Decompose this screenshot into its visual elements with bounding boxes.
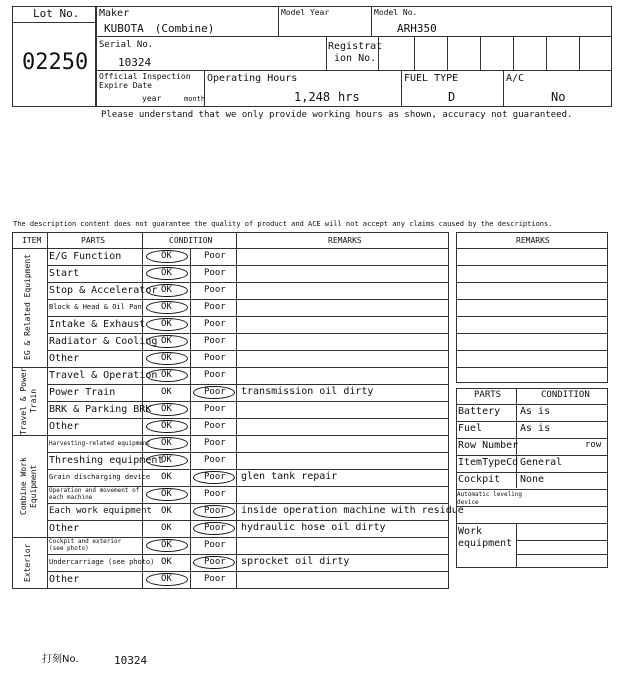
- ok-selected-circle: [146, 420, 188, 433]
- lot-label: Lot No.: [33, 7, 80, 20]
- poor-option[interactable]: Poor: [204, 251, 226, 261]
- registration-label-2: ion No.: [334, 53, 377, 64]
- right-part-label: ItemTypeCd: [458, 457, 519, 468]
- hours-label: Operating Hours: [207, 73, 298, 84]
- part-label: Start: [49, 267, 80, 279]
- header-condition: CONDITION: [169, 236, 213, 245]
- right-part-label: Fuel: [458, 423, 483, 434]
- ok-option[interactable]: OK: [161, 251, 172, 261]
- right-condition-header: CONDITION: [541, 390, 590, 400]
- ok-option[interactable]: OK: [161, 353, 172, 363]
- ok-option[interactable]: OK: [161, 506, 172, 516]
- part-label: Threshing equipment: [49, 454, 164, 466]
- group-label: Equipment: [29, 464, 38, 508]
- right-part-label: Row Number: [458, 440, 519, 451]
- group-label: Travel & Power: [19, 367, 28, 435]
- ac-label: A/C: [506, 73, 525, 84]
- header-remarks: REMARKS: [328, 236, 362, 245]
- part-label: Other: [49, 420, 80, 432]
- part-label: Intake & Exhaust: [49, 318, 146, 330]
- group-label: EG & Related Equipment: [23, 254, 32, 361]
- poor-selected-circle: [193, 505, 235, 518]
- part-label: E/G Function: [49, 250, 122, 262]
- poor-option[interactable]: Poor: [204, 285, 226, 295]
- ok-option[interactable]: OK: [161, 404, 172, 414]
- ok-selected-circle: [146, 267, 188, 280]
- remark-text: hydraulic hose oil dirty: [241, 522, 386, 533]
- model-no-label: Model No.: [374, 8, 418, 17]
- poor-selected-circle: [193, 386, 235, 399]
- ok-selected-circle: [146, 318, 188, 331]
- serial-value: 10324: [118, 56, 152, 69]
- part-label: Grain discharging device: [49, 473, 151, 481]
- remark-text: inside operation machine with residue: [241, 505, 464, 516]
- part-label: Other: [49, 522, 80, 534]
- ok-selected-circle: [146, 437, 188, 450]
- part-label: Block & Head & Oil Pan: [49, 303, 142, 311]
- poor-option[interactable]: Poor: [204, 472, 226, 482]
- ok-selected-circle: [146, 250, 188, 263]
- ok-option[interactable]: OK: [161, 336, 172, 346]
- ok-option[interactable]: OK: [161, 472, 172, 482]
- poor-option[interactable]: Poor: [204, 336, 226, 346]
- ok-selected-circle: [146, 335, 188, 348]
- right-condition-value: row: [585, 440, 602, 450]
- poor-selected-circle: [193, 522, 235, 535]
- right-condition-value: General: [520, 457, 563, 468]
- right-part-label: Cockpit: [458, 474, 501, 485]
- remark-text: sprocket oil dirty: [241, 556, 350, 567]
- hours-notice: Please understand that we only provide working hours as shown, accuracy not guaranteed.: [101, 110, 573, 120]
- auto-level-label-2: device: [457, 499, 479, 506]
- hours-unit: hrs: [338, 90, 360, 104]
- fuel-label: FUEL TYPE: [404, 73, 459, 84]
- part-label: Stop & Accelerator: [49, 284, 158, 296]
- poor-option[interactable]: Poor: [204, 268, 226, 278]
- poor-option[interactable]: Poor: [204, 319, 226, 329]
- poor-option[interactable]: Poor: [204, 302, 226, 312]
- ac-value: No: [551, 90, 566, 104]
- stamp-label: 打刻No.: [42, 654, 79, 665]
- ok-selected-circle: [146, 488, 188, 501]
- ok-option[interactable]: OK: [161, 523, 172, 533]
- right-remarks-frame: [456, 232, 608, 383]
- ok-selected-circle: [146, 369, 188, 382]
- right-parts-header: PARTS: [474, 390, 502, 400]
- group-label: Train: [29, 388, 38, 413]
- poor-option[interactable]: Poor: [204, 353, 226, 363]
- part-label: Harvesting-related equipment: [49, 439, 151, 447]
- header-item: ITEM: [22, 236, 42, 245]
- right-condition-value: None: [520, 474, 545, 485]
- ok-selected-circle: [146, 284, 188, 297]
- poor-option[interactable]: Poor: [204, 387, 226, 397]
- ok-option[interactable]: OK: [161, 319, 172, 329]
- fuel-value: D: [448, 90, 456, 104]
- month-label: month: [184, 95, 206, 103]
- ok-option[interactable]: OK: [161, 574, 172, 584]
- remark-text: transmission oil dirty: [241, 386, 374, 397]
- part-label: Power Train: [49, 386, 116, 398]
- ok-selected-circle: [146, 352, 188, 365]
- ok-option[interactable]: OK: [161, 387, 172, 397]
- part-label: Other: [49, 573, 80, 585]
- poor-option[interactable]: Poor: [204, 370, 226, 380]
- model-no-value: ARH350: [397, 22, 437, 35]
- part-label: Each work equipment: [49, 506, 152, 516]
- poor-option[interactable]: Poor: [204, 489, 226, 499]
- ok-option[interactable]: OK: [161, 370, 172, 380]
- right-condition-value: As is: [520, 406, 551, 417]
- ok-selected-circle: [146, 539, 188, 552]
- poor-option[interactable]: Poor: [204, 438, 226, 448]
- part-label: Undercarriage (see photo): [49, 558, 155, 566]
- group-label: Combine Work: [19, 457, 28, 515]
- work-equipment-label-1: Work: [458, 526, 483, 537]
- poor-option[interactable]: Poor: [204, 506, 226, 516]
- right-remarks-header: REMARKS: [516, 236, 550, 245]
- disclaimer: The description content does not guarantee the quality of product and ACE will not accept any claims caused by the descriptions.: [13, 220, 553, 228]
- inspection-label-2: Expire Date: [99, 81, 152, 90]
- ok-selected-circle: [146, 454, 188, 467]
- stamp-value: 10324: [114, 654, 148, 667]
- ok-option[interactable]: OK: [161, 285, 172, 295]
- ok-option[interactable]: OK: [161, 540, 172, 550]
- year-label: year: [142, 94, 162, 103]
- poor-option[interactable]: Poor: [204, 574, 226, 584]
- header-parts: PARTS: [81, 236, 106, 245]
- right-condition-value: As is: [520, 423, 551, 434]
- part-label: Operation and movement of each machine: [49, 487, 140, 501]
- poor-option[interactable]: Poor: [204, 523, 226, 533]
- poor-selected-circle: [193, 471, 235, 484]
- serial-label: Serial No.: [99, 40, 154, 50]
- registration-label-1: Registrat: [328, 41, 383, 52]
- part-label: BRK & Parking BRK: [49, 403, 152, 415]
- poor-selected-circle: [193, 556, 235, 569]
- right-part-label: Battery: [458, 406, 501, 417]
- part-label: Travel & Operation: [49, 369, 158, 381]
- ok-option[interactable]: OK: [161, 455, 172, 465]
- maker-label: Maker: [99, 8, 130, 19]
- remark-text: glen tank repair: [241, 471, 338, 482]
- poor-option[interactable]: Poor: [204, 421, 226, 431]
- ok-option[interactable]: OK: [161, 302, 172, 312]
- ok-selected-circle: [146, 403, 188, 416]
- ok-option[interactable]: OK: [161, 557, 172, 567]
- ok-selected-circle: [146, 301, 188, 314]
- ok-option[interactable]: OK: [161, 489, 172, 499]
- ok-option[interactable]: OK: [161, 421, 172, 431]
- part-label: Radiator & Cooling: [49, 335, 158, 347]
- inspection-label-1: Official Inspection: [99, 72, 191, 81]
- model-year-label: Model Year: [281, 8, 330, 17]
- group-label: Exterior: [23, 543, 32, 582]
- lot-number: 02250: [22, 50, 89, 75]
- ok-selected-circle: [146, 573, 188, 586]
- poor-option[interactable]: Poor: [204, 557, 226, 567]
- part-label: Cockpit and exterior (see photo): [49, 538, 122, 552]
- hours-value: 1,248: [294, 90, 331, 104]
- part-label: Other: [49, 352, 80, 364]
- poor-option[interactable]: Poor: [204, 404, 226, 414]
- auto-level-label-1: Automatic leveling: [457, 491, 523, 498]
- poor-option[interactable]: Poor: [204, 455, 226, 465]
- ok-option[interactable]: OK: [161, 268, 172, 278]
- ok-option[interactable]: OK: [161, 438, 172, 448]
- poor-option[interactable]: Poor: [204, 540, 226, 550]
- maker-value: KUBOTA (Combine): [104, 22, 215, 35]
- work-equipment-label-2: equipment: [458, 538, 513, 549]
